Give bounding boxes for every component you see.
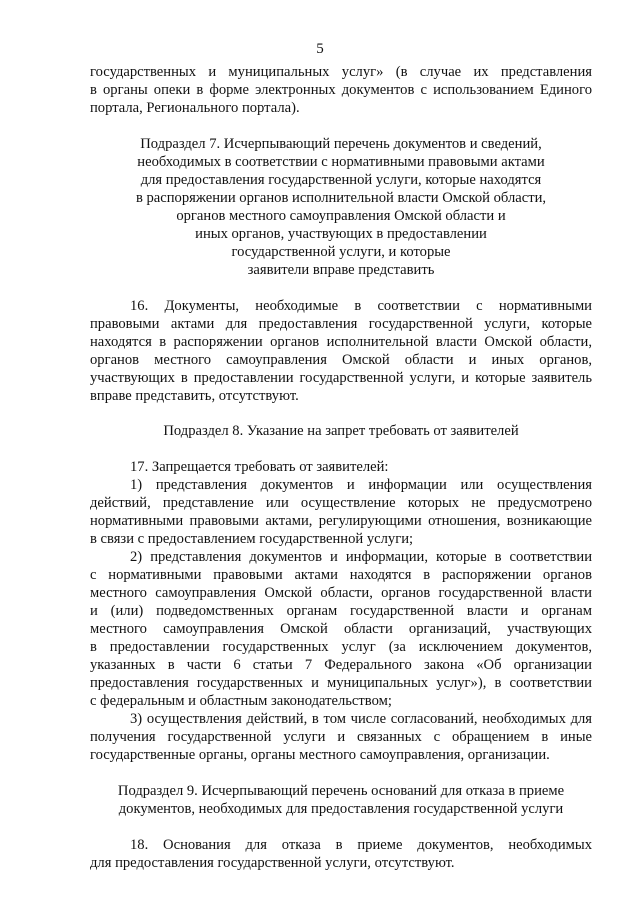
heading-line: документов, необходимых для предоставления государственной услуги bbox=[118, 801, 564, 817]
item-line: 2) представления документов и информации, которые в соответствии bbox=[130, 549, 592, 565]
item-line: в связи с предоставлением государственной услуги; bbox=[90, 531, 414, 547]
paragraph-line: 18. Основания для отказа в приеме документов, необходимых bbox=[130, 837, 592, 853]
paragraph-line: вправе представить, отсутствуют. bbox=[90, 388, 299, 404]
heading-line: органов местного самоуправления Омской области и bbox=[176, 208, 506, 224]
item-line: действий, представление или осуществление которых не предусмотрено bbox=[90, 495, 592, 511]
item-line: 1) представления документов и информации или осуществления bbox=[130, 477, 592, 493]
item-line: государственные органы, органы местного самоуправления, организации. bbox=[90, 747, 550, 763]
item-line: местного самоуправления Омской области организаций, участвующих bbox=[90, 621, 592, 637]
paragraph-line: правовыми актами для предоставления государственной услуги, которые bbox=[90, 316, 592, 332]
intro-line: государственных и муниципальных услуг» (в случае их представления bbox=[90, 64, 592, 80]
item-line: указанных в части 6 статьи 7 Федерального закона «Об организации bbox=[90, 657, 592, 673]
item-line: получения государственной услуги и связанных с обращением в иные bbox=[90, 729, 592, 745]
item-line: нормативными правовыми актами, регулирующими отношения, возникающие bbox=[90, 513, 592, 529]
paragraph-line: 17. Запрещается требовать от заявителей: bbox=[130, 459, 389, 475]
intro-line: в органы опеки в форме электронных документов с использованием Единого bbox=[90, 82, 592, 98]
item-line: 3) осуществления действий, в том числе согласований, необходимых для bbox=[130, 711, 592, 727]
paragraph-line: органов местного самоуправления Омской области и иных органов, bbox=[90, 352, 592, 368]
item-line: предоставления государственных и муниципальных услуг»), в соответствии bbox=[90, 675, 592, 691]
paragraph-line: участвующих в предоставлении государственной услуги, и которые заявитель bbox=[90, 370, 592, 386]
item-line: в предоставлении государственных услуг (за исключением документов, bbox=[90, 639, 592, 655]
item-line: и (или) подведомственных органам государственной власти и органам bbox=[90, 603, 592, 619]
heading-line: Подраздел 7. Исчерпывающий перечень документов и сведений, bbox=[140, 136, 542, 152]
subsection-8-heading: Подраздел 8. Указание на запрет требовать от заявителей bbox=[163, 423, 519, 439]
heading-line: Подраздел 9. Исчерпывающий перечень оснований для отказа в приеме bbox=[117, 783, 565, 799]
page-number: 5 bbox=[316, 41, 324, 57]
item-line: с нормативными правовыми актами находятся в распоряжении органов bbox=[90, 567, 592, 583]
intro-line: портала, Регионального портала). bbox=[90, 100, 300, 116]
heading-line: для предоставления государственной услуги, которые находятся bbox=[140, 172, 542, 188]
heading-line: заявители вправе представить bbox=[247, 262, 435, 278]
item-line: местного самоуправления Омской области, органов государственной власти bbox=[90, 585, 592, 601]
paragraph-line: для предоставления государственной услуги, отсутствуют. bbox=[90, 855, 455, 871]
paragraph-line: находятся в распоряжении органов исполнительной власти Омской области, bbox=[90, 334, 592, 350]
heading-line: необходимых в соответствии с нормативными правовыми актами bbox=[137, 154, 545, 170]
item-line: с федеральным и областным законодательством; bbox=[90, 693, 392, 709]
heading-line: иных органов, участвующих в предоставлении bbox=[195, 226, 487, 242]
heading-line: государственной услуги, и которые bbox=[231, 244, 451, 260]
paragraph-line: 16. Документы, необходимые в соответствии с нормативными bbox=[130, 298, 592, 314]
heading-line: в распоряжении органов исполнительной власти Омской области, bbox=[135, 190, 547, 206]
